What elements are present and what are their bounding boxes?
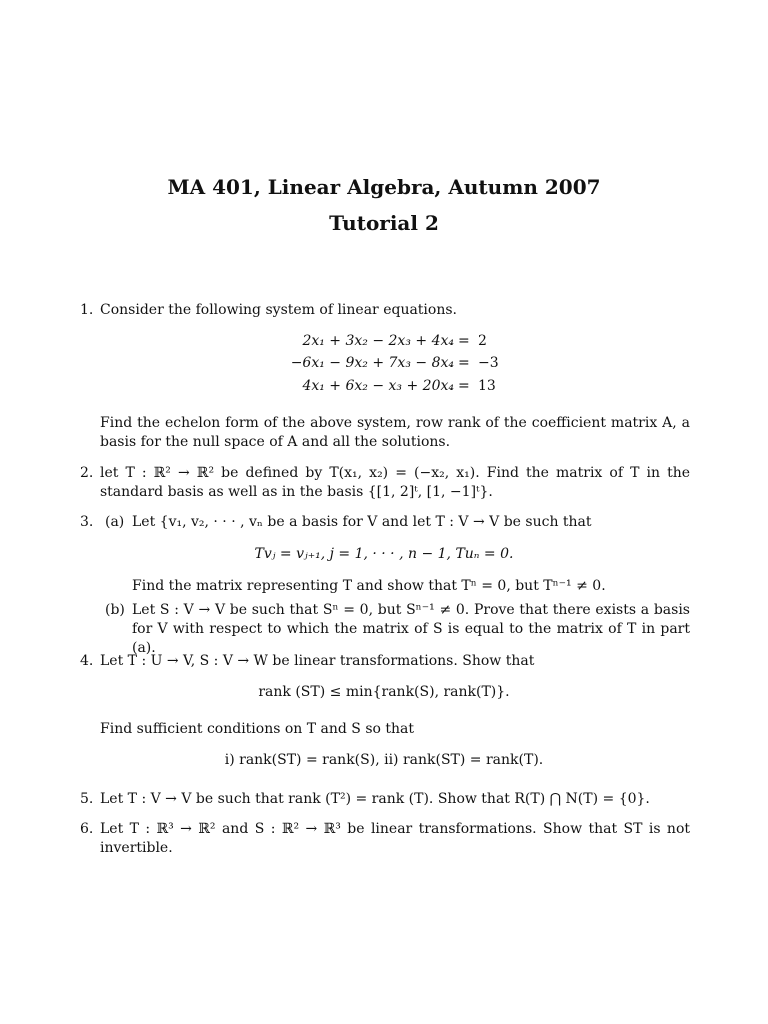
equation-row-1 (0, 332, 768, 354)
question-4-display: rank (ST) ≤ min{rank(S), rank(T)}. (258, 684, 510, 700)
question-6-number: 6. (80, 821, 94, 837)
equation-relation: = (458, 355, 470, 371)
question-3-number: 3. (80, 514, 94, 530)
equation-lhs: 4x₁ + 6x₂ − x₃ + 20x₄ (302, 378, 454, 394)
equation-rhs: 2 (478, 333, 487, 349)
equation-rhs: 13 (478, 378, 496, 394)
question-5-number: 5. (80, 791, 94, 807)
document-title: MA 401, Linear Algebra, Autumn 2007 (167, 175, 601, 199)
document-subtitle: Tutorial 2 (329, 211, 439, 235)
question-4-task: Find sufficient conditions on T and S so that (100, 721, 415, 737)
equation-row-2 (0, 354, 768, 376)
question-3a-label: (a) (105, 514, 125, 530)
question-6-text: Let T : ℝ³ → ℝ² and S : ℝ² → ℝ³ be linear transformations. Show that ST is not invertible. (100, 821, 690, 856)
question-4-number: 4. (80, 653, 94, 669)
question-3b-label: (b) (105, 602, 125, 618)
question-2-number: 2. (80, 465, 94, 481)
question-3a-task: Find the matrix representing T and show that Tⁿ = 0, but Tⁿ⁻¹ ≠ 0. (132, 578, 606, 594)
question-4-text: Let T : U → V, S : V → W be linear transformations. Show that (100, 653, 535, 669)
equation-lhs: −6x₁ − 9x₂ + 7x₃ − 8x₄ (290, 355, 454, 371)
question-4-display-2: i) rank(ST) = rank(S), ii) rank(ST) = rank(T). (224, 752, 544, 768)
equation-rhs: −3 (478, 355, 499, 371)
equation-relation: = (458, 333, 470, 349)
question-2-text: let T : ℝ² → ℝ² be defined by T(x₁, x₂) = (−x₂, x₁). Find the matrix of T in the standard basis as well as in the basis {[1, 2]ᵗ, [1, −1]ᵗ}. (100, 465, 690, 500)
equation-relation: = (458, 378, 470, 394)
question-3a-text: Let {v₁, v₂, · · · , vₙ be a basis for V and let T : V → V be such that (132, 514, 592, 530)
question-1-intro: Consider the following system of linear equations. (100, 302, 457, 318)
question-1-task: Find the echelon form of the above system, row rank of the coefficient matrix A, a basis for the null space of A and all the solutions. (100, 415, 690, 450)
question-5-text: Let T : V → V be such that rank (T²) = rank (T). Show that R(T) ⋂ N(T) = {0}. (100, 791, 650, 807)
equation-row-3 (0, 377, 768, 399)
question-1-number: 1. (80, 302, 94, 318)
question-3a-display: Tvⱼ = vⱼ₊₁, j = 1, · · · , n − 1, Tuₙ = 0. (254, 546, 514, 562)
equation-lhs: 2x₁ + 3x₂ − 2x₃ + 4x₄ (302, 333, 454, 349)
question-3b-text: Let S : V → V be such that Sⁿ = 0, but Sⁿ⁻¹ ≠ 0. Prove that there exists a basis for V with respect to which the matrix of S is equal to the matrix of T in part (a). (132, 602, 690, 656)
